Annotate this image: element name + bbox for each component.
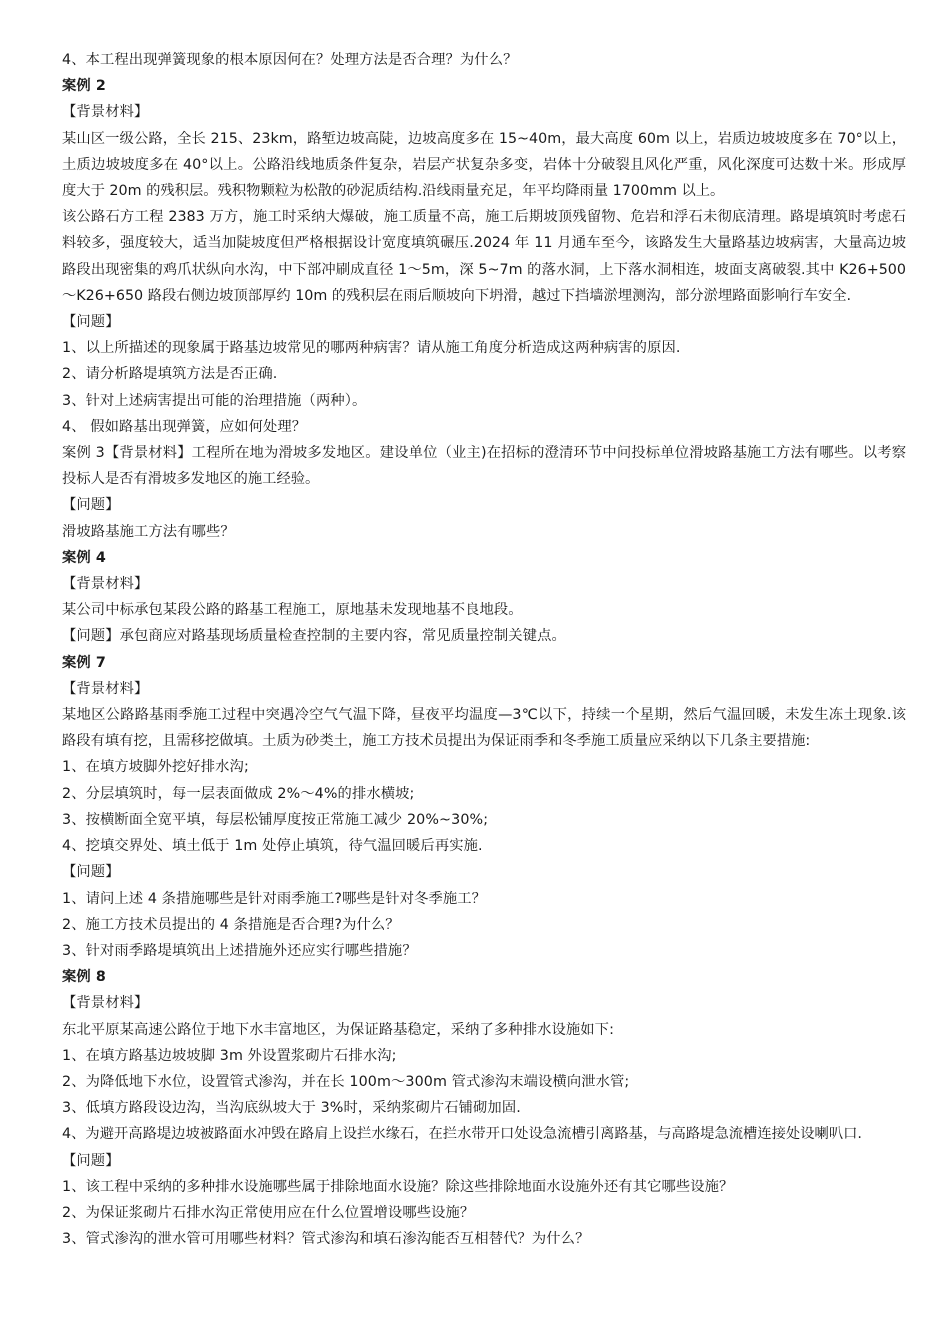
text-line: 2、分层填筑时，每一层表面做成 2%～4%的排水横坡; <box>62 785 415 802</box>
text-line: 1、该工程中采纳的多种排水设施哪些属于排除地面水设施？除这些排除地面水设施外还有其它哪些设施？ <box>62 1178 734 1195</box>
text-line: 3、低填方路段设边沟，当沟底纵坡大于 3%时，采纳浆砌片石铺砌加固. <box>62 1100 521 1117</box>
text-line: 【背景材料】 <box>62 995 149 1012</box>
text-line: 【问题】 <box>62 314 120 331</box>
text-line: 某公司中标承包某段公路的路基工程施工，原地基未发现地基不良地段。 <box>62 602 523 619</box>
text-line: 1、在填方路基边坡坡脚 3m 外设置浆砌片石排水沟; <box>62 1047 397 1064</box>
text-line: 滑坡路基施工方法有哪些？ <box>62 523 235 540</box>
text-line: 3、针对上述病害提出可能的治理措施（两种）。 <box>62 392 367 409</box>
text-line: 2、为降低地下水位，设置管式渗沟，并在长 100m～300m 管式渗沟末端设横向泄水管; <box>62 1073 630 1090</box>
text-line: 4、本工程出现弹簧现象的根本原因何在？处理方法是否合理？为什么？ <box>62 52 518 68</box>
text-line: 3、管式渗沟的泄水管可用哪些材料？管式渗沟和填石渗沟能否互相替代？为什么？ <box>62 1231 590 1248</box>
text-line: 【背景材料】 <box>62 104 149 121</box>
paragraph: 该公路石方工程 2383 万方，施工时采纳大爆破，施工质量不高，施工后期坡顶残留物、危岩和浮石未彻底清理。路堤填筑时考虑石料较多，强度较大，适当加陡坡度但严格根据设计宽度填筑碾压.2024 年 11 月通车至今，该路发生大量路基边坡病害，大量高边坡路段出现密集的鸡爪状纵向水沟，中下部冲刷成直径 1～5m，深 5~7m 的落水洞，上下落水洞相连，坡面支离破裂.其中 K26+500～K26+650 路段右侧边坡顶部厚约 10m 的残积层在雨后顺坡向下坍滑，越过下挡墙淤埋测沟，部分淤埋路面影响行车安全. <box>62 209 906 304</box>
case-heading: 案例 4 <box>62 549 106 566</box>
text-line: 【问题】 <box>62 1152 120 1169</box>
text-line: 1、以上所描述的现象属于路基边坡常见的哪两种病害？请从施工角度分析造成这两种病害的原因. <box>62 340 681 357</box>
paragraph: 某地区公路路基雨季施工过程中突遇冷空气气温下降，昼夜平均温度—3℃以下，持续一个星期，然后气温回暖，未发生冻土现象.该路段有填有挖，且需移挖做填。土质为砂类土，施工方技术员提出为保证雨季和冬季施工质量应采纳以下几条主要措施: <box>62 707 906 750</box>
text-line: 4、挖填交界处、填土低于 1m 处停止填筑，待气温回暖后再实施. <box>62 838 483 855</box>
text-line: 2、施工方技术员提出的 4 条措施是否合理?为什么？ <box>62 916 400 933</box>
text-line: 2、为保证浆砌片石排水沟正常使用应在什么位置增设哪些设施？ <box>62 1204 475 1221</box>
text-line: 【问题】 <box>62 497 120 514</box>
text-line: 【背景材料】 <box>62 576 149 593</box>
text-line: 1、在填方坡脚外挖好排水沟; <box>62 759 249 776</box>
paragraph: 4、为避开高路堤边坡被路面水冲毁在路肩上设拦水缘石，在拦水带开口处设急流槽引离路基，与高路堤急流槽连接处设喇叭口. <box>62 1126 862 1143</box>
text-line: 2、请分析路堤填筑方法是否正确. <box>62 366 278 383</box>
case-heading: 案例 8 <box>62 969 106 986</box>
text-line: 【问题】 <box>62 864 120 881</box>
paragraph: 案例 3【背景材料】工程所在地为滑坡多发地区。建设单位（业主)在招标的澄清环节中问投标单位滑坡路基施工方法有哪些。以考察投标人是否有滑坡多发地区的施工经验。 <box>62 445 906 488</box>
paragraph: 某山区一级公路，全长 215、23km，路堑边坡高陡，边坡高度多在 15~40m，最大高度 60m 以上，岩质边坡坡度多在 70°以上，土质边坡坡度多在 40°以上。公路沿线地质条件复杂，岩层产状复杂多变，岩体十分破裂且风化严重，风化深度可达数十米。形成厚度大于 20m 的残积层。残积物颗粒为松散的砂泥质结构.沿线雨量充足，年平均降雨量 1700mm 以上。 <box>62 130 906 200</box>
text-line: 【问题】承包商应对路基现场质量检查控制的主要内容，常见质量控制关键点。 <box>62 628 566 645</box>
text-line: 3、按横断面全宽平填，每层松铺厚度按正常施工减少 20%~30%; <box>62 811 489 828</box>
case-heading: 案例 2 <box>62 78 106 95</box>
text-line: 1、请问上述 4 条措施哪些是针对雨季施工?哪些是针对冬季施工？ <box>62 890 487 907</box>
document-body <box>62 47 906 1252</box>
case-heading: 案例 7 <box>62 654 106 671</box>
text-line: 3、针对雨季路堤填筑出上述措施外还应实行哪些措施？ <box>62 942 417 959</box>
text-line: 【背景材料】 <box>62 680 149 697</box>
text-line: 东北平原某高速公路位于地下水丰富地区，为保证路基稳定，采纳了多种排水设施如下: <box>62 1021 614 1038</box>
text-line: 4、 假如路基出现弹簧，应如何处理？ <box>62 418 307 435</box>
